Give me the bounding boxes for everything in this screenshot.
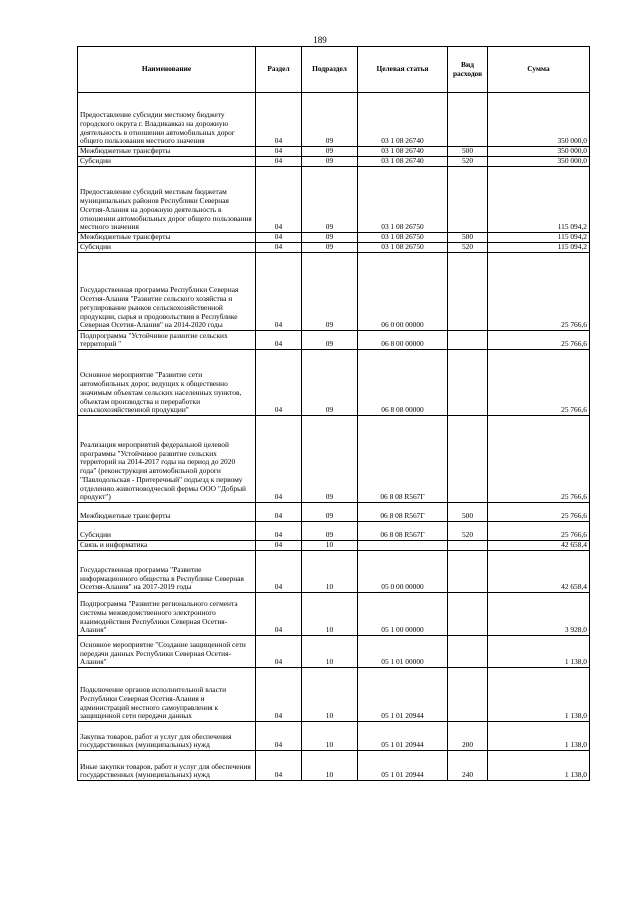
table-row xyxy=(78,253,590,331)
cell-section: 04 xyxy=(256,147,302,157)
cell-name: Подпрограмма "Развитие регионального сегмента системы межведомственного электронного взаимодействия Республики Северная Осетия-Алания" xyxy=(78,593,256,636)
cell-section: 04 xyxy=(256,253,302,331)
header-name: Наименование xyxy=(78,47,256,93)
cell-target-article: 03 1 08 26740 xyxy=(358,93,448,147)
cell-section: 04 xyxy=(256,167,302,233)
cell-name: Закупка товаров, работ и услуг для обеспечения государственных (муниципальных) нужд xyxy=(78,722,256,751)
cell-section: 04 xyxy=(256,416,302,503)
cell-name: Предоставление субсидий местным бюджетам муниципальных районов Республики Северная Осетия-Алания на дорожную деятельность в отношении автомобильных дорог общего пользования местного значения xyxy=(78,167,256,233)
cell-subsection: 10 xyxy=(302,541,358,551)
cell-amount: 25 766,6 xyxy=(488,253,590,331)
cell-name: Реализация мероприятий федеральной целевой программы "Устойчивое развитие сельских территорий на 2014-2017 годы на период до 2020 года" (реконструкция автомобильной дороги "Павлодольская - Притеречный" подъезд к первому отделению животноводческой фермы ООО "Добрый продукт") xyxy=(78,416,256,503)
budget-table xyxy=(77,46,590,781)
cell-expense-type: 200 xyxy=(448,722,488,751)
cell-target-article: 05 1 01 00000 xyxy=(358,636,448,668)
page-number: 189 xyxy=(313,35,327,45)
cell-expense-type xyxy=(448,93,488,147)
cell-target-article: 05 1 01 20944 xyxy=(358,668,448,722)
cell-expense-type xyxy=(448,416,488,503)
table-row xyxy=(78,503,590,522)
cell-target-article: 03 1 08 26750 xyxy=(358,233,448,243)
cell-amount: 115 094,2 xyxy=(488,243,590,253)
cell-expense-type xyxy=(448,331,488,350)
table-row xyxy=(78,243,590,253)
cell-subsection: 10 xyxy=(302,722,358,751)
cell-expense-type: 500 xyxy=(448,233,488,243)
cell-target-article xyxy=(358,541,448,551)
table-row xyxy=(78,233,590,243)
table-row xyxy=(78,167,590,233)
table-row xyxy=(78,541,590,551)
table-row xyxy=(78,593,590,636)
cell-expense-type: 520 xyxy=(448,522,488,541)
cell-name: Связь и информатика xyxy=(78,541,256,551)
cell-target-article: 05 1 01 20944 xyxy=(358,722,448,751)
cell-name: Основное мероприятие "Развитие сети автомобильных дорог, ведущих к общественно значимым объектам сельских населенных пунктов, объектам производства и переработки сельскохозяйственной продукции" xyxy=(78,350,256,416)
cell-name: Государственная программа Республики Северная Осетия-Алания "Развитие сельского хозяйства и регулирование рынков сельскохозяйственной продукции, сырья и продовольствия в Республике Северная Осетия-Алания" на 2014-2020 годы xyxy=(78,253,256,331)
cell-expense-type: 500 xyxy=(448,147,488,157)
cell-subsection: 10 xyxy=(302,636,358,668)
cell-name: Подпрограмма "Устойчивое развитие сельских территорий " xyxy=(78,331,256,350)
cell-subsection: 10 xyxy=(302,551,358,593)
cell-expense-type xyxy=(448,541,488,551)
table-row xyxy=(78,147,590,157)
header-expense-type: Вид расходов xyxy=(448,47,488,93)
cell-subsection: 09 xyxy=(302,233,358,243)
cell-subsection: 10 xyxy=(302,751,358,781)
cell-section: 04 xyxy=(256,157,302,167)
cell-amount: 1 138,0 xyxy=(488,722,590,751)
table-row xyxy=(78,751,590,781)
cell-subsection: 09 xyxy=(302,331,358,350)
cell-amount: 3 928,0 xyxy=(488,593,590,636)
cell-subsection: 09 xyxy=(302,253,358,331)
cell-subsection: 10 xyxy=(302,593,358,636)
cell-name: Субсидии xyxy=(78,157,256,167)
cell-amount: 42 658,4 xyxy=(488,541,590,551)
cell-name: Подключение органов исполнительной власти Республики Северная Осетия-Алания и администраций местного самоуправления к защищенной сети передачи данных xyxy=(78,668,256,722)
table-header-row xyxy=(78,47,590,93)
cell-name: Межбюджетные трансферты xyxy=(78,503,256,522)
cell-target-article: 06 8 00 00000 xyxy=(358,331,448,350)
cell-expense-type xyxy=(448,350,488,416)
cell-subsection: 09 xyxy=(302,503,358,522)
cell-target-article: 03 1 08 26740 xyxy=(358,157,448,167)
cell-amount: 25 766,6 xyxy=(488,416,590,503)
cell-subsection: 09 xyxy=(302,522,358,541)
cell-target-article: 05 1 01 20944 xyxy=(358,751,448,781)
table-row xyxy=(78,157,590,167)
cell-section: 04 xyxy=(256,350,302,416)
cell-section: 04 xyxy=(256,541,302,551)
table-body xyxy=(78,93,590,781)
cell-amount: 42 658,4 xyxy=(488,551,590,593)
cell-section: 04 xyxy=(256,233,302,243)
cell-target-article: 05 1 00 00000 xyxy=(358,593,448,636)
cell-expense-type: 520 xyxy=(448,157,488,167)
cell-amount: 1 138,0 xyxy=(488,668,590,722)
table-row xyxy=(78,522,590,541)
cell-subsection: 10 xyxy=(302,668,358,722)
table-row xyxy=(78,551,590,593)
table-row xyxy=(78,350,590,416)
cell-expense-type: 520 xyxy=(448,243,488,253)
cell-section: 04 xyxy=(256,636,302,668)
cell-target-article: 03 1 08 26750 xyxy=(358,167,448,233)
header-subsection: Подраздел xyxy=(302,47,358,93)
cell-target-article: 06 8 08 R567Г xyxy=(358,522,448,541)
cell-name: Субсидии xyxy=(78,522,256,541)
cell-subsection: 09 xyxy=(302,416,358,503)
cell-target-article: 06 8 08 R567Г xyxy=(358,503,448,522)
cell-name: Субсидии xyxy=(78,243,256,253)
cell-name: Предоставление субсидии местному бюджету городского округа г. Владикавказ на дорожную деятельность в отношении автомобильных дорог общего пользования местного значения xyxy=(78,93,256,147)
cell-target-article: 03 1 08 26750 xyxy=(358,243,448,253)
cell-expense-type: 500 xyxy=(448,503,488,522)
cell-amount: 25 766,6 xyxy=(488,350,590,416)
cell-section: 04 xyxy=(256,331,302,350)
header-section: Раздел xyxy=(256,47,302,93)
cell-amount: 25 766,6 xyxy=(488,522,590,541)
cell-subsection: 09 xyxy=(302,350,358,416)
cell-section: 04 xyxy=(256,503,302,522)
cell-amount: 350 000,0 xyxy=(488,93,590,147)
cell-amount: 350 000,0 xyxy=(488,147,590,157)
cell-name: Государственная программа "Развитие информационного общества в Республике Северная Осетия-Алания" на 2017-2019 годы xyxy=(78,551,256,593)
table-row xyxy=(78,636,590,668)
cell-expense-type xyxy=(448,551,488,593)
cell-subsection: 09 xyxy=(302,93,358,147)
cell-section: 04 xyxy=(256,722,302,751)
cell-amount: 115 094,2 xyxy=(488,167,590,233)
header-target-article: Целевая статья xyxy=(358,47,448,93)
cell-section: 04 xyxy=(256,243,302,253)
cell-subsection: 09 xyxy=(302,243,358,253)
cell-name: Межбюджетные трансферты xyxy=(78,147,256,157)
cell-amount: 1 138,0 xyxy=(488,636,590,668)
table-row xyxy=(78,93,590,147)
table-row xyxy=(78,331,590,350)
cell-target-article: 06 8 08 00000 xyxy=(358,350,448,416)
cell-amount: 350 000,0 xyxy=(488,157,590,167)
cell-amount: 25 766,6 xyxy=(488,503,590,522)
cell-subsection: 09 xyxy=(302,157,358,167)
cell-section: 04 xyxy=(256,551,302,593)
table-row xyxy=(78,722,590,751)
cell-expense-type xyxy=(448,593,488,636)
cell-amount: 115 094,2 xyxy=(488,233,590,243)
cell-subsection: 09 xyxy=(302,167,358,233)
cell-target-article: 06 8 08 R567Г xyxy=(358,416,448,503)
cell-amount: 1 138,0 xyxy=(488,751,590,781)
cell-name: Иные закупки товаров, работ и услуг для обеспечения государственных (муниципальных) нужд xyxy=(78,751,256,781)
cell-target-article: 05 0 00 00000 xyxy=(358,551,448,593)
cell-section: 04 xyxy=(256,593,302,636)
table-row xyxy=(78,416,590,503)
cell-section: 04 xyxy=(256,522,302,541)
table-row xyxy=(78,668,590,722)
cell-subsection: 09 xyxy=(302,147,358,157)
cell-target-article: 06 0 00 00000 xyxy=(358,253,448,331)
cell-expense-type xyxy=(448,636,488,668)
cell-section: 04 xyxy=(256,668,302,722)
cell-expense-type: 240 xyxy=(448,751,488,781)
header-amount: Сумма xyxy=(488,47,590,93)
cell-expense-type xyxy=(448,167,488,233)
cell-name: Межбюджетные трансферты xyxy=(78,233,256,243)
cell-name: Основное мероприятие "Создание защищенной сети передачи данных Республики Северная Осетия-Алания" xyxy=(78,636,256,668)
cell-expense-type xyxy=(448,668,488,722)
cell-expense-type xyxy=(448,253,488,331)
cell-section: 04 xyxy=(256,751,302,781)
cell-section: 04 xyxy=(256,93,302,147)
cell-target-article: 03 1 08 26740 xyxy=(358,147,448,157)
cell-amount: 25 766,6 xyxy=(488,331,590,350)
